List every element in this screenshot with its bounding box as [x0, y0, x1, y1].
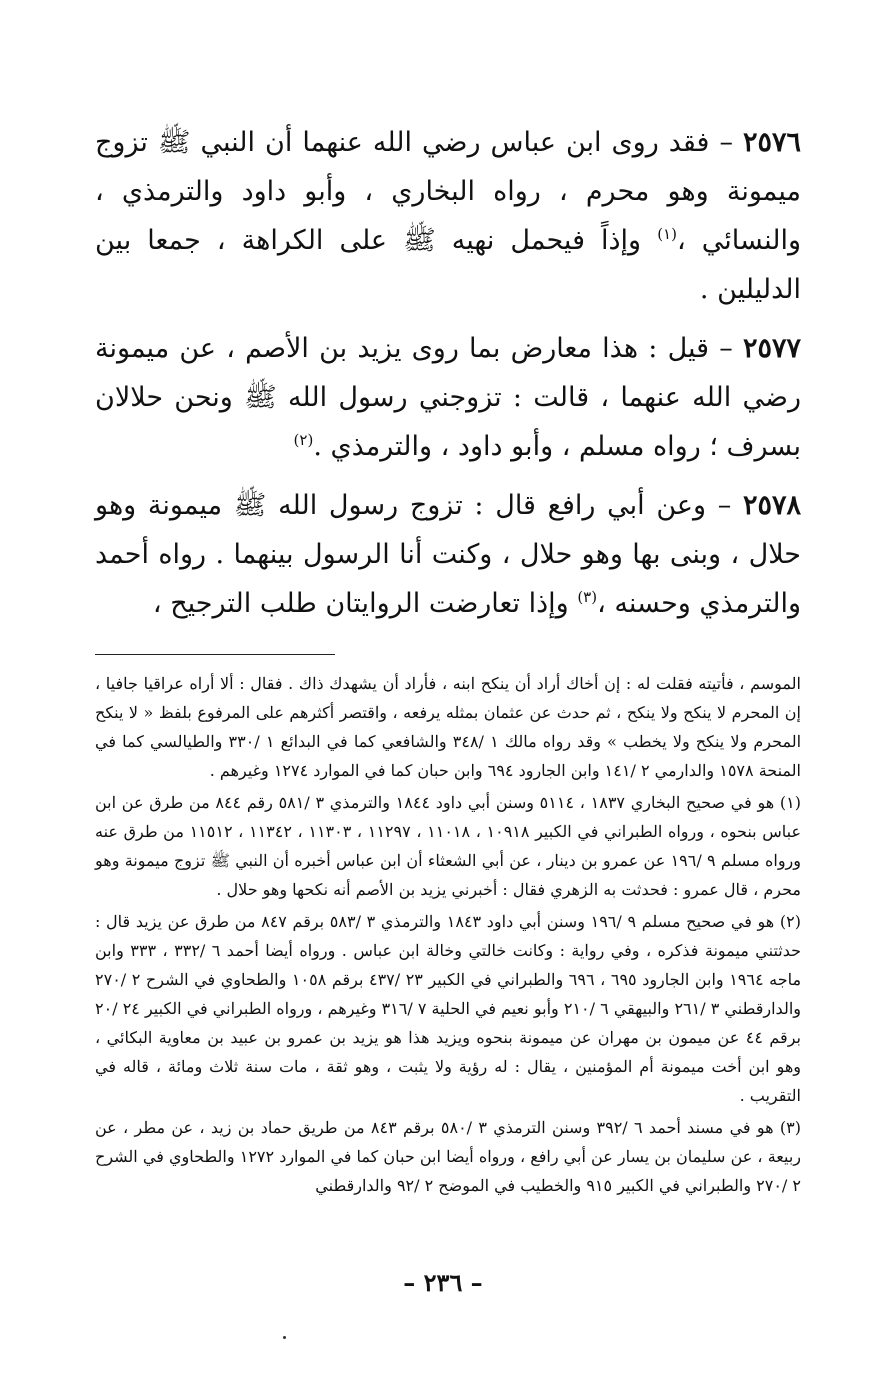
footnote-text: هو في مسند أحمد ٦ /٣٩٢ وسنن الترمذي ٣ /٥٨٠ برقم ٨٤٣ من طريق حماد بن زيد ، عن مطر ، عن ربيعة ، عن سليمان بن يسار عن أبي رافع ، ورواه أيضا ابن حبان كما في الموارد ١٢٧٢ والطحاوي في الشرح ٢ /٢٧٠ والطبراني في الكبير ٩١٥ والخطيب في الموضح ٢ /٩٢ والدارقطني	[95, 1118, 802, 1195]
footnote-text: هو في صحيح البخاري ١٨٣٧ ، ٥١١٤ وسنن أبي داود ١٨٤٤ والترمذي ٣ /٥٨١ رقم ٨٤٤ من طرق عن ابن عباس بنحوه ، ورواه الطبراني في الكبير ١٠٩١٨ ، ١١٠١٨ ، ١١٢٩٧ ، ١١٣٠٣ ، ١١٣٤٢ ، ١١٥١٢ من طرق عنه ورواه مسلم ٩ /١٩٦ عن عمرو بن دينار ، عن أبي الشعثاء أن ابن عباس أخبره أن النبي ﷺ تزوج ميمونة وهو محرم ، قال عمرو : فحدثت به الزهري فقال : أخبرني يزيد بن الأصم أنه نكحها وهو حلال .	[95, 793, 802, 899]
footnote-continued	[95, 669, 801, 785]
paragraph-number: ٢٥٧٨	[742, 490, 801, 521]
page-number: – ٢٣٦ –	[403, 1268, 483, 1297]
paragraph-number: ٢٥٧٦	[742, 127, 801, 158]
footnotes	[95, 669, 801, 1200]
paragraph-2576	[95, 118, 801, 314]
paragraph-2578	[95, 481, 801, 628]
footnote-divider	[95, 654, 335, 655]
footnote-ref: (١)	[657, 225, 677, 243]
paragraph-number: ٢٥٧٧	[742, 333, 801, 364]
footnote-ref: (٣)	[577, 588, 598, 606]
scan-speck	[283, 1336, 286, 1339]
footnote-2	[95, 907, 801, 1110]
footnote-text: الموسم ، فأتيته فقلت له : إن أخاك أراد أن ينكح ابنه ، فأراد أن يشهدك ذاك . فقال : ألا أراه عراقيا جافيا ، إن المحرم لا ينكح ولا ينكح ، ثم حدث عن عثمان بمثله يرفعه ، واقتصر أكثرهم على المرفوع بلفظ « لا ينكح المحرم ولا ينكح ولا يخطب » وقد رواه مالك ١ /٣٤٨ والشافعي كما في البدائع ١ /٣٣٠ والطيالسي كما في المنحة ١٥٧٨ والدارمي ٢ /١٤١ وابن الجارود ٦٩٤ وابن حبان كما في الموارد ١٢٧٤ وغيرهم .	[95, 674, 802, 780]
paragraph-2577	[95, 324, 801, 471]
main-text	[95, 118, 801, 628]
page-body	[95, 118, 801, 1203]
paragraph-text-continued: وإذا تعارضت الروايتان طلب الترجيح ،	[152, 588, 569, 619]
footnote-ref: (٢)	[293, 431, 314, 449]
paragraph-text: – وعن أبي رافع قال : تزوج رسول الله ﷺ ميمونة وهو حلال ، وبنى بها وهو حلال ، وكنت أنا الرسول بينهما . رواه أحمد والترمذي وحسنه ،	[95, 490, 801, 619]
footnote-label: (٣)	[779, 1118, 801, 1137]
footnote-3	[95, 1113, 801, 1200]
footnote-label: (٢)	[779, 912, 801, 931]
footnote-text: هو في صحيح مسلم ٩ /١٩٦ وسنن أبي داود ١٨٤٣ والترمذي ٣ /٥٨٣ برقم ٨٤٧ من طرق عن يزيد قال : حدثتني ميمونة فذكره ، وفي رواية : وكانت خالتي وخالة ابن عباس . ورواه أيضا أحمد ٦ /٣٣٢ ، ٣٣٣ وابن ماجه ١٩٦٤ وابن الجارود ٦٩٥ ، ٦٩٦ والطبراني في الكبير ٢٣ /٤٣٧ برقم ١٠٥٨ والطحاوي في الشرح ٢ /٢٧٠ والدارقطني ٣ /٢٦١ والبيهقي ٦ /٢١٠ وأبو نعيم في الحلية ٧ /٣١٦ وغيرهم ، ورواه الطبراني في الكبير ٢٤ /٢٠ برقم ٤٤ عن ميمون بن مهران عن ميمونة بنحوه ويزيد هذا هو يزيد بن عمرو بن عبيد بن معاوية البكائي ، وهو ابن أخت ميمونة أم المؤمنين ، يقال : له رؤية ولا يثبت ، وهو ثقة ، مات سنة ثلاث ومائة ، قاله في التقريب .	[95, 912, 802, 1105]
paragraph-text: – قيل : هذا معارض بما روى يزيد بن الأصم ، عن ميمونة رضي الله عنهما ، قالت : تزوجني رسول الله ﷺ ونحن حلالان بسرف ؛ رواه مسلم ، وأبو داود ، والترمذي .	[95, 333, 801, 462]
paragraph-text: – فقد روى ابن عباس رضي الله عنهما أن النبي ﷺ تزوج ميمونة وهو محرم ، رواه البخاري ، وأبو داود والترمذي ، والنسائي ،	[95, 127, 801, 256]
paragraph-text-continued: وإذاً فيحمل نهيه ﷺ على الكراهة ، جمعا بين الدليلين .	[95, 225, 801, 305]
footnote-1	[95, 788, 801, 904]
footnote-label: (١)	[779, 793, 801, 812]
